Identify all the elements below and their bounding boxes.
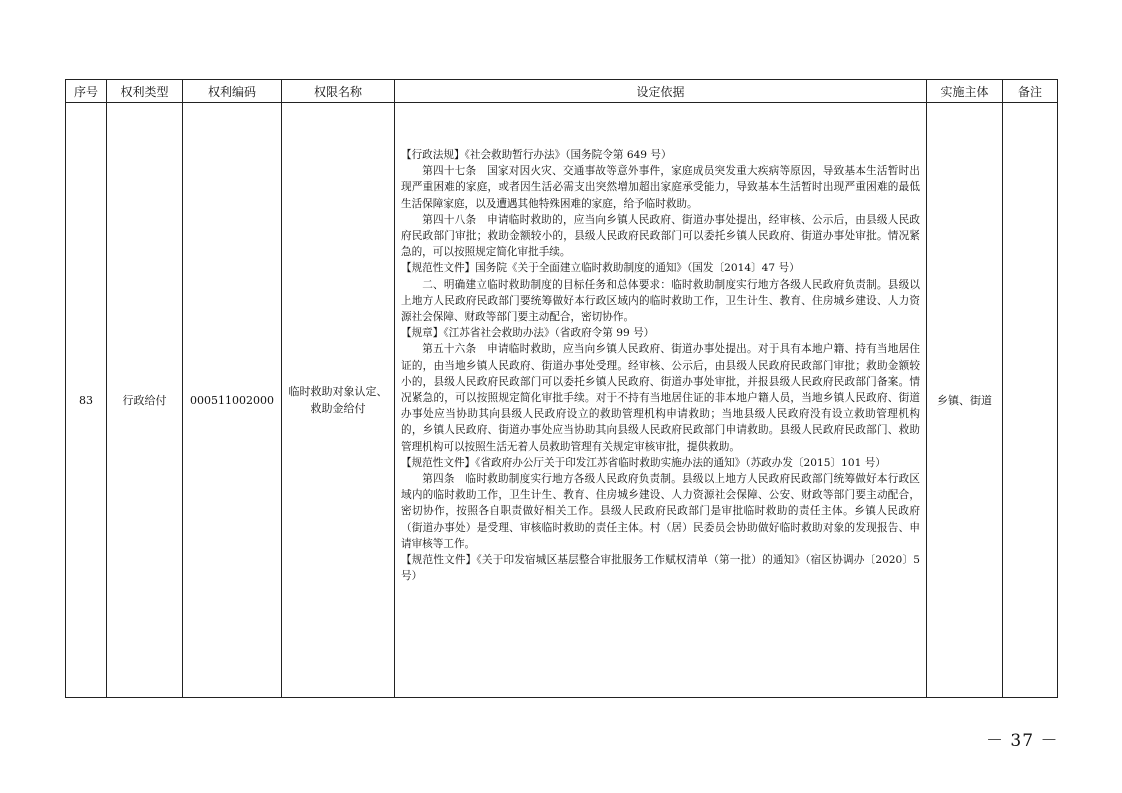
- basis-paragraph: 【规章】《江苏省社会救助办法》（省政府令第 99 号）: [401, 327, 655, 340]
- header-basis: 设定依据: [395, 80, 927, 103]
- header-name: 权限名称: [282, 80, 395, 103]
- cell-type: 行政给付: [107, 103, 183, 698]
- basis-paragraph: 第五十六条 申请临时救助，应当向乡镇人民政府、街道办事处提出。对于具有本地户籍、持有当地居住证的，由当地乡镇人民政府、街道办事处受理。经审核、公示后，由县级人民政府民政部门审批；救助金额较小的，县级人民政府民政部门可以委托乡镇人民政府、街道办事处审批，并报县级人民政府民政部门备案。情况紧急的，可以按照规定简化审批手续。对于不持有当地居住证的非本地户籍人员，当地乡镇人民政府、街道办事处应当协助其向县级人民政府设立的救助管理机构申请救助；当地县级人民政府没有设立救助管理机构的，乡镇人民政府、街道办事处应当协助其向县级人民政府民政部门申请救助。县级人民政府民政部门、救助管理机构可以按照生活无着人员救助管理有关规定审核审批，提供救助。: [401, 343, 920, 453]
- header-row: [66, 80, 1058, 103]
- basis-paragraph: 【规范性文件】《省政府办公厅关于印发江苏省临时救助实施办法的通知》（苏政办发〔2015〕101 号）: [401, 456, 886, 469]
- table-row: [66, 103, 1058, 698]
- cell-basis: [395, 103, 927, 698]
- basis-paragraph: 【行政法规】《社会救助暂行办法》（国务院令第 649 号）: [401, 149, 672, 161]
- power-list-table: [65, 79, 1058, 698]
- cell-name-text: 临时救助对象认定、救助金给付: [288, 385, 388, 415]
- header-note: 备注: [1003, 80, 1058, 103]
- header-seq: 序号: [66, 80, 107, 103]
- basis-paragraph: 二、明确建立临时救助制度的目标任务和总体要求：临时救助制度实行地方各级人民政府负责制。县级以上地方人民政府民政部门要统筹做好本行政区域内的临时救助工作，卫生计生、教育、住房城乡建设、人力资源社会保障、财政等部门要主动配合，密切协作。: [401, 278, 920, 324]
- cell-name: [282, 103, 395, 698]
- basis-text-block: [395, 103, 926, 584]
- page-number: － 37 －: [986, 731, 1059, 751]
- cell-note: [1003, 103, 1058, 698]
- basis-paragraph: 【规范性文件】国务院《关于全面建立临时救助制度的通知》（国发〔2014〕47 号）: [401, 262, 800, 275]
- header-code: 权利编码: [183, 80, 282, 103]
- cell-seq: 83: [66, 103, 107, 698]
- basis-paragraph: 第四条 临时救助制度实行地方各级人民政府负责制。县级以上地方人民政府民政部门统筹做好本行政区域内的临时救助工作，卫生计生、教育、住房城乡建设、人力资源社会保障、公安、财政等部门要主动配合，密切协作，按照各自职责做好相关工作。县级人民政府民政部门是审批临时救助的责任主体。乡镇人民政府（街道办事处）是受理、审核临时救助的责任主体。村（居）民委员会协助做好临时救助对象的发现报告、申请审核等工作。: [401, 473, 920, 550]
- header-type: 权利类型: [107, 80, 183, 103]
- basis-paragraph: 第四十八条 申请临时救助的，应当向乡镇人民政府、街道办事处提出，经审核、公示后，由县级人民政府民政部门审批；救助金额较小的，县级人民政府民政部门可以委托乡镇人民政府、街道办事处审批。情况紧急的，可以按照规定简化审批手续。: [401, 213, 920, 259]
- header-subject: 实施主体: [927, 80, 1003, 103]
- cell-code: 000511002000: [183, 103, 282, 698]
- basis-paragraph: 【规范性文件】《关于印发宿城区基层整合审批服务工作赋权清单（第一批）的通知》（宿区协调办〔2020〕5 号）: [401, 554, 920, 583]
- basis-paragraph: 第四十七条 国家对因火灾、交通事故等意外事件，家庭成员突发重大疾病等原因，导致基本生活暂时出现严重困难的家庭，或者因生活必需支出突然增加超出家庭承受能力，导致基本生活暂时出现严重困难的最低生活保障家庭，以及遭遇其他特殊困难的家庭，给予临时救助。: [401, 165, 920, 210]
- cell-subject: 乡镇、街道: [927, 103, 1003, 698]
